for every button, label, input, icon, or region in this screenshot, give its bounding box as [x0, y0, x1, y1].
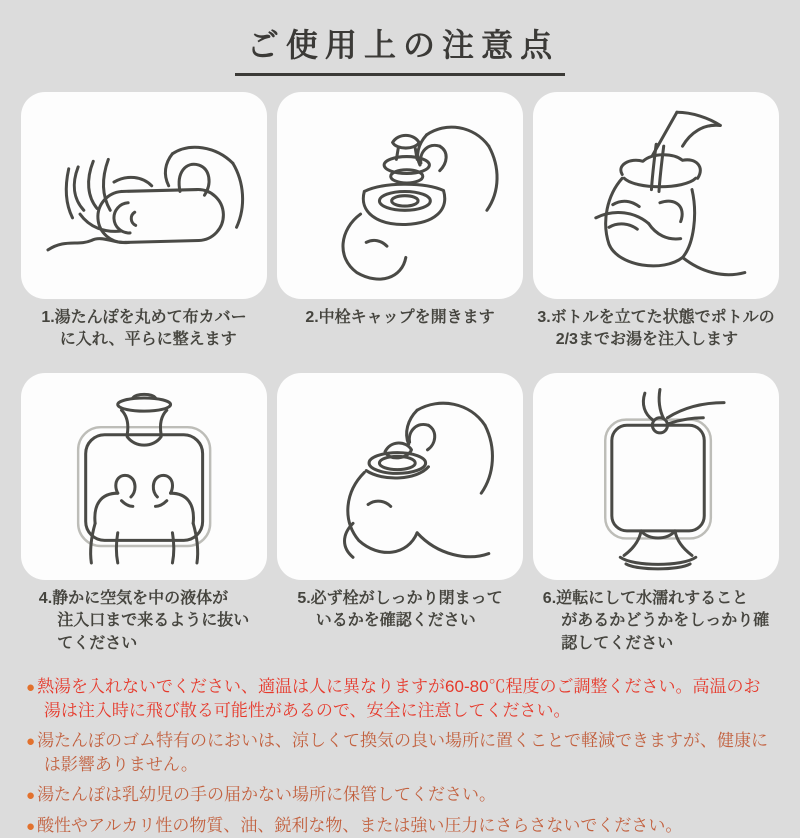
step-3-panel: [533, 92, 779, 299]
page-title: ご使用上の注意点: [235, 20, 565, 76]
warning-bullet-icon: ●: [26, 818, 36, 836]
warning-text: 湯たんぽは乳幼児の手の届かない場所に保管してください。: [37, 785, 497, 805]
warning-item: [26, 783, 774, 807]
warning-bullet-icon: ●: [26, 679, 36, 697]
warning-item: [26, 814, 774, 838]
step-5: [277, 373, 523, 655]
step-4: [21, 373, 267, 655]
step-4-caption: 4.静かに空気を中の液体が 注入口まで来るように抜い てください: [38, 590, 250, 652]
roll-bottle-into-cover-icon: [31, 100, 257, 290]
title-section: [0, 0, 800, 76]
step-2-panel: [277, 92, 523, 299]
invert-leak-check-icon: [543, 381, 769, 571]
step-1: [21, 92, 267, 367]
step-6: [533, 373, 779, 655]
step-1-panel: [21, 92, 267, 299]
warning-text: 湯たんぽのゴム特有のにおいは、涼しくて換気の良い場所に置くことで軽減できますが、健康には影響ありません。: [37, 731, 769, 774]
warnings-list: [0, 675, 800, 838]
press-out-air-icon: [31, 381, 257, 571]
step-4-panel: [21, 373, 267, 580]
step-1-caption: 1.湯たんぽを丸めて布カバー に入れ、平らに整えます: [41, 309, 247, 349]
step-2-caption: 2.中栓キャップを開きます: [305, 309, 495, 326]
step-6-panel: [533, 373, 779, 580]
warning-item: [26, 675, 774, 722]
step-5-panel: [277, 373, 523, 580]
step-3: [533, 92, 779, 367]
warning-bullet-icon: ●: [26, 733, 36, 751]
warning-text: 熱湯を入れないでください、適温は人に異なりますが60-80℃程度のご調整ください。高温のお湯は注入時に飛び散る可能性があるので、安全に注意してください。: [37, 677, 761, 720]
steps-grid: [0, 76, 800, 661]
open-inner-cap-icon: [287, 100, 513, 290]
pour-hot-water-icon: [543, 100, 769, 290]
warning-item: [26, 729, 774, 776]
step-2: [277, 92, 523, 367]
warning-bullet-icon: ●: [26, 787, 36, 805]
step-5-caption: 5.必ず栓がしっかり閉まって いるかを確認ください: [297, 590, 503, 630]
warning-text: 酸性やアルカリ性の物質、油、鋭利な物、または強い圧力にさらさないでください。: [37, 816, 683, 836]
step-6-caption: 6.逆転にして水濡れすること があるかどうかをしっかり確 認してください: [542, 590, 770, 652]
tighten-stopper-icon: [287, 381, 513, 571]
step-3-caption: 3.ボトルを立てた状態でポトルの 2/3までお湯を注入します: [537, 309, 775, 349]
